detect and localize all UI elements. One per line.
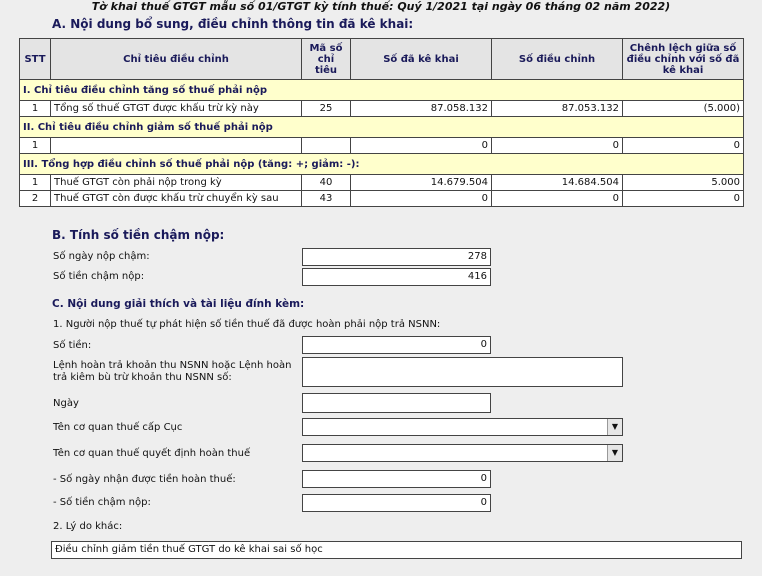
agency-label: Tên cơ quan thuế cấp Cục [53, 422, 183, 433]
row-declared: 14.679.504 [351, 175, 492, 191]
row-adjusted: 14.684.504 [492, 175, 623, 191]
item2-title: 2. Lý do khác: [53, 521, 123, 532]
table-row [20, 175, 744, 191]
table-header-row [20, 39, 744, 80]
adjustment-table [19, 38, 744, 207]
row-adjusted: 0 [492, 191, 623, 207]
agency-select[interactable] [302, 418, 623, 436]
col-stt: STT [20, 39, 51, 80]
row-name: Thuế GTGT còn phải nộp trong kỳ [51, 175, 302, 191]
section-c-title: C. Nội dung giải thích và tài liệu đính kèm: [52, 298, 305, 310]
refund-days-field[interactable]: 0 [302, 470, 491, 488]
late-amount-field[interactable]: 416 [302, 268, 491, 286]
col-indicator: Chỉ tiêu điều chỉnh [51, 39, 302, 80]
group-decrease-row [20, 117, 744, 138]
group-increase-title: I. Chỉ tiêu điều chỉnh tăng số thuế phải nộp [20, 80, 744, 101]
col-code: Mã số chỉ tiêu [302, 39, 351, 80]
date-label: Ngày [53, 398, 79, 409]
section-b-title: B. Tính số tiền chậm nộp: [52, 228, 225, 242]
late-days-label: Số ngày nộp chậm: [53, 251, 150, 262]
row-difference: 0 [623, 191, 744, 207]
amount-label: Số tiền: [53, 340, 92, 351]
row-difference: 0 [623, 138, 744, 154]
table-row [20, 138, 744, 154]
row-code: 25 [302, 101, 351, 117]
group-summary-row [20, 154, 744, 175]
group-decrease-title: II. Chỉ tiêu điều chỉnh giảm số thuế phải nộp [20, 117, 744, 138]
col-declared: Số đã kê khai [351, 39, 492, 80]
row-difference: 5.000 [623, 175, 744, 191]
row-name: Thuế GTGT còn được khấu trừ chuyển kỳ sau [51, 191, 302, 207]
table-row [20, 101, 744, 117]
group-summary-title: III. Tổng hợp điều chỉnh số thuế phải nộp (tăng: +; giảm: -): [20, 154, 744, 175]
late-amount-label: Số tiền chậm nộp: [53, 271, 145, 282]
row-name: Tổng số thuế GTGT được khấu trừ kỳ này [51, 101, 302, 117]
row-difference: (5.000) [623, 101, 744, 117]
group-increase-row [20, 80, 744, 101]
late-days-field[interactable]: 278 [302, 248, 491, 266]
row-adjusted-input[interactable]: 0 [492, 138, 623, 154]
row-code: 43 [302, 191, 351, 207]
date-input[interactable] [302, 393, 491, 413]
row-declared: 87.058.132 [351, 101, 492, 117]
col-adjusted: Số điều chỉnh [492, 39, 623, 80]
col-difference: Chênh lệch giữa số điều chỉnh với số đã kê khai [623, 39, 744, 80]
row-code [302, 138, 351, 154]
order-label-line2: trả kiêm bù trừ khoản thu NSNN số: [53, 372, 232, 383]
row-declared: 0 [351, 191, 492, 207]
row-code: 40 [302, 175, 351, 191]
row-adjusted-input[interactable]: 87.053.132 [492, 101, 623, 117]
refund-order-number-input[interactable] [302, 357, 623, 387]
c-late-amount-field[interactable]: 0 [302, 494, 491, 512]
item1-title: 1. Người nộp thuế tự phát hiện số tiền thuế đã được hoàn phải nộp trả NSNN: [53, 319, 441, 330]
decision-agency-label: Tên cơ quan thuế quyết định hoàn thuế [53, 448, 251, 459]
other-reason-input[interactable]: Điều chỉnh giảm tiền thuế GTGT do kê khai sai số học [51, 541, 742, 559]
decision-agency-select[interactable] [302, 444, 623, 462]
chevron-down-icon[interactable]: ▼ [607, 419, 622, 435]
refund-days-label: - Số ngày nhận được tiền hoàn thuế: [53, 474, 236, 485]
chevron-down-icon[interactable]: ▼ [607, 445, 622, 461]
order-label-line1: Lệnh hoàn trả khoản thu NSNN hoặc Lệnh hoàn [53, 360, 292, 371]
row-stt: 1 [20, 175, 51, 191]
row-stt: 1 [20, 101, 51, 117]
row-declared: 0 [351, 138, 492, 154]
section-a-title: A. Nội dung bổ sung, điều chỉnh thông tin đã kê khai: [52, 17, 414, 31]
amount-field[interactable]: 0 [302, 336, 491, 354]
form-header-title: Tờ khai thuế GTGT mẫu số 01/GTGT kỳ tính thuế: Quý 1/2021 tại ngày 06 tháng 02 năm 2022) [91, 0, 671, 13]
table-row [20, 191, 744, 207]
row-name-input[interactable] [51, 138, 302, 154]
c-late-amount-label: - Số tiền chậm nộp: [53, 497, 151, 508]
row-stt: 1 [20, 138, 51, 154]
row-stt: 2 [20, 191, 51, 207]
